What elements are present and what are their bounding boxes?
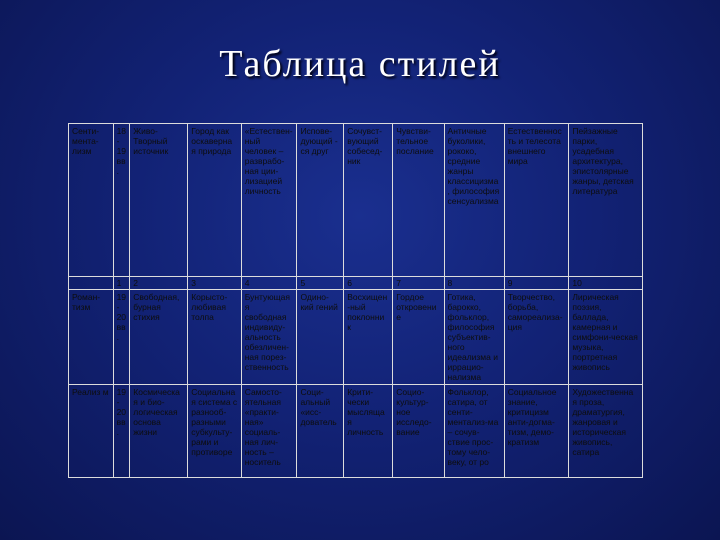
styles-table-body: [69, 124, 643, 478]
table-cell: Испове-дующий - ся друг: [297, 124, 344, 277]
table-cell: 5: [297, 277, 344, 290]
table-cell: Социальна я система с разнооб-разными субкульту-рами и противоре: [188, 385, 241, 478]
table-cell: 1: [113, 277, 130, 290]
table-cell: Античные буколики, рококо, средние жанры классицизма, философия сенсуализма: [444, 124, 504, 277]
table-cell: Роман-тизм: [69, 290, 114, 385]
table-row: [69, 124, 643, 277]
table-cell: 10: [569, 277, 643, 290]
styles-table: [68, 123, 643, 478]
table-cell: Восхищен-ный поклонни к: [344, 290, 393, 385]
table-row: [69, 290, 643, 385]
table-cell: Сенти-мента-лизм: [69, 124, 114, 277]
table-cell: Фольклор, сатира, от сенти-ментализ-ма – сочув-ствие прос-тому чело-веку, от ро: [444, 385, 504, 478]
table-cell: «Естествен-ный человек – разврабо-ная ции-лизацией личность: [241, 124, 297, 277]
table-row: [69, 277, 643, 290]
table-cell: Самосто-ятельная «практи-ная» социаль-ная лич-ность – носитель: [241, 385, 297, 478]
table-cell: Лирическая поэзия, баллада, камерная и симфони-ческая музыка, портретная живопись: [569, 290, 643, 385]
table-cell: Крити-чески мыслящая личность: [344, 385, 393, 478]
table-cell: [69, 277, 114, 290]
table-cell: 2: [130, 277, 188, 290]
table-cell: 4: [241, 277, 297, 290]
slide-title: Таблица стилей: [219, 43, 501, 85]
table-cell: 6: [344, 277, 393, 290]
table-cell: 7: [393, 277, 444, 290]
table-cell: Сочувст-вующий собесед-ник: [344, 124, 393, 277]
table-cell: 8: [444, 277, 504, 290]
table-cell: Реализ м: [69, 385, 114, 478]
table-cell: Живо-Творный источник: [130, 124, 188, 277]
table-cell: Социальное знание, критицизм анти-догма-тизм, демо-кратизм: [504, 385, 569, 478]
table-cell: Художественна я проза, драматургия, жанровая и историческая живопись, сатира: [569, 385, 643, 478]
table-cell: Естественность и телесота внешнего мира: [504, 124, 569, 277]
table-cell: Соци-альный «исс-дователь: [297, 385, 344, 478]
table-cell: Космическа я и био-логическая основа жизни: [130, 385, 188, 478]
table-cell: Чувстви-тельное послание: [393, 124, 444, 277]
table-cell: 19 - 20 вв.: [113, 290, 130, 385]
table-cell: 19 - 20 вв.: [113, 385, 130, 478]
table-cell: Корысто-любивая толпа: [188, 290, 241, 385]
table-cell: Творчество, борьба, самореализа-ция: [504, 290, 569, 385]
table-cell: Готика, барокко, фольклор, философия субъектив-ного идеализма и иррацио-нализма: [444, 290, 504, 385]
table-row: [69, 385, 643, 478]
table-cell: Пейзажные парки, усадебная архитектура, эпистолярные жанры, детская литература: [569, 124, 643, 277]
table-cell: Город как оскаверна я природа: [188, 124, 241, 277]
styles-table-container: [68, 123, 643, 480]
table-cell: Социо-культур-ное исследо-вание: [393, 385, 444, 478]
table-cell: Одино-кий гений: [297, 290, 344, 385]
table-cell: 9: [504, 277, 569, 290]
table-cell: Свободная, бурная стихия: [130, 290, 188, 385]
table-cell: Бунтующая я свободная индивиду-альность обезличен-ная порез-ственность: [241, 290, 297, 385]
table-cell: 3: [188, 277, 241, 290]
table-cell: 18 - 19 вв.: [113, 124, 130, 277]
table-cell: Гордое откровени е: [393, 290, 444, 385]
